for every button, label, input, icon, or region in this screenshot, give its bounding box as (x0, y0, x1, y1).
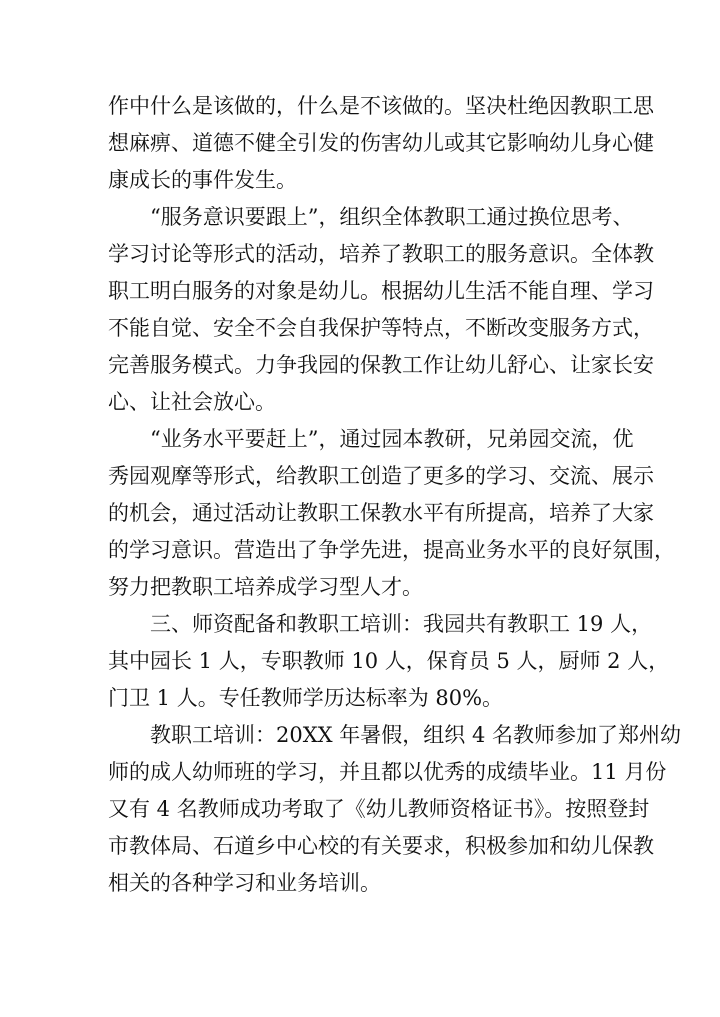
text-line: 又有 4 名教师成功考取了《幼儿教师资格证书》。按照登封 (108, 797, 650, 821)
text-line: 的学习意识。营造出了争学先进，提高业务水平的良好氛围， (108, 538, 675, 562)
text-line: 职工明白服务的对象是幼儿。根据幼儿生活不能自理、学习 (108, 279, 654, 303)
text-line: 努力把教职工培养成学习型人才。 (108, 575, 423, 599)
text-line: 师的成人幼师班的学习，并且都以优秀的成绩毕业。11 月份 (108, 760, 667, 784)
text-line: 相关的各种学习和业务培训。 (108, 871, 381, 895)
text-line: 心、让社会放心。 (108, 390, 276, 414)
text-line: 完善服务模式。力争我园的保教工作让幼儿舒心、让家长安 (108, 353, 654, 377)
text-line: 学习讨论等形式的活动，培养了教职工的服务意识。全体教 (108, 242, 654, 266)
text-line: 秀园观摩等形式，给教职工创造了更多的学习、交流、展示 (108, 464, 654, 488)
text-line: 作中什么是该做的，什么是不该做的。坚决杜绝因教职工思 (108, 94, 654, 118)
text-line: 三、师资配备和教职工培训：我园共有教职工 19 人， (150, 612, 653, 636)
paragraph-4 (108, 606, 670, 717)
paragraph-2 (108, 199, 654, 421)
text-line: 其中园长 1 人，专职教师 10 人，保育员 5 人，厨师 2 人， (108, 649, 670, 673)
text-line: “业务水平要赶上”，通过园本教研，兄弟园交流，优 (150, 427, 634, 451)
paragraph-1 (108, 88, 654, 199)
text-line: 的机会，通过活动让教职工保教水平有所提高，培养了大家 (108, 501, 654, 525)
text-line: “服务意识要跟上”，组织全体教职工通过换位思考、 (150, 205, 634, 229)
text-line: 市教体局、石道乡中心校的有关要求，积极参加和幼儿保教 (108, 834, 654, 858)
document-page (108, 88, 682, 902)
paragraph-5 (108, 717, 682, 902)
text-line: 教职工培训：20XX 年暑假，组织 4 名教师参加了郑州幼 (150, 723, 682, 747)
paragraph-3 (108, 421, 675, 606)
text-line: 康成长的事件发生。 (108, 168, 297, 192)
text-line: 不能自觉、安全不会自我保护等特点，不断改变服务方式， (108, 316, 654, 340)
text-line: 门卫 1 人。专任教师学历达标率为 80%。 (108, 686, 504, 710)
text-line: 想麻痹、道德不健全引发的伤害幼儿或其它影响幼儿身心健 (108, 131, 654, 155)
